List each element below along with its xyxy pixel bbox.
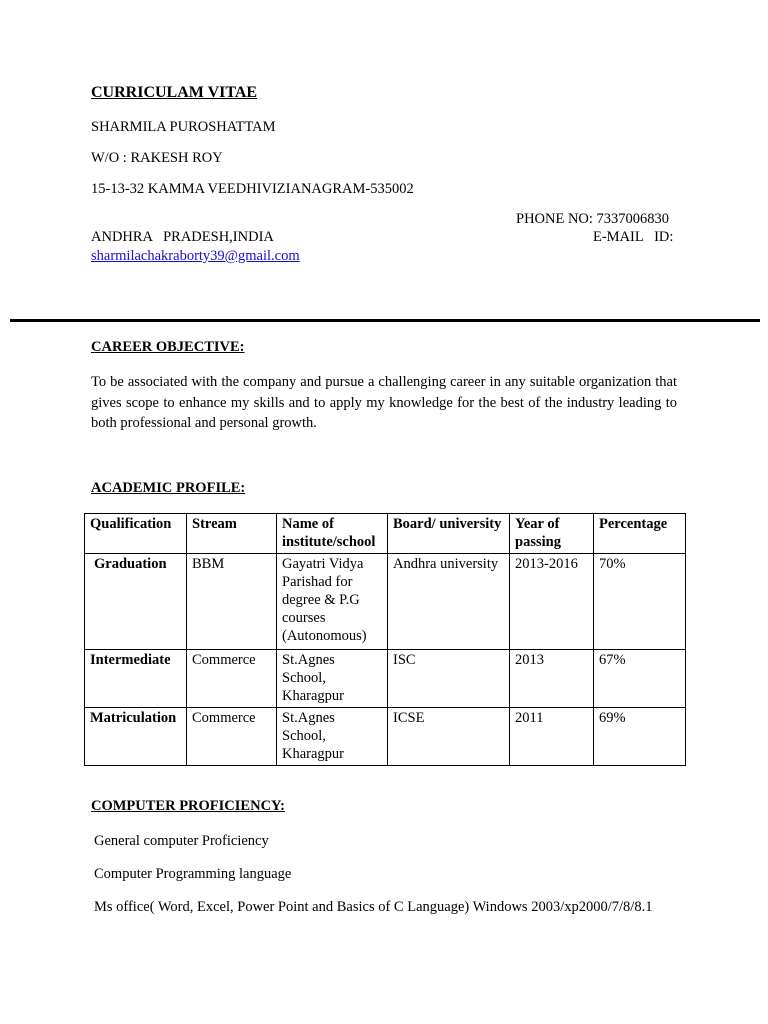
column-header: Qualification bbox=[85, 514, 187, 554]
relation-line: W/O : RAKESH ROY bbox=[91, 150, 223, 166]
year-cell: 2013 bbox=[510, 650, 594, 708]
institute-cell: St.Agnes School, Kharagpur bbox=[277, 650, 388, 708]
phone-number: PHONE NO: 7337006830 bbox=[516, 211, 670, 227]
column-header: Name of institute/school bbox=[277, 514, 388, 554]
document-title: CURRICULAM VITAE bbox=[91, 84, 258, 101]
column-header: Year of passing bbox=[510, 514, 594, 554]
proficiency-item: Ms office( Word, Excel, Power Point and Basics of C Language) Windows 2003/xp2000/7/8/8.1 bbox=[94, 899, 653, 915]
proficiency-item: General computer Proficiency bbox=[94, 833, 269, 849]
computer-proficiency-heading: COMPUTER PROFICIENCY: bbox=[91, 798, 286, 814]
column-header: Stream bbox=[187, 514, 277, 554]
percentage-cell: 67% bbox=[594, 650, 686, 708]
column-header: Percentage bbox=[594, 514, 686, 554]
percentage-cell: 70% bbox=[594, 554, 686, 650]
stream-cell: Commerce bbox=[187, 650, 277, 708]
qualification-cell: Graduation bbox=[85, 554, 187, 650]
email-link[interactable]: sharmilachakraborty39@gmail.com bbox=[91, 248, 300, 264]
career-objective-text: To be associated with the company and pursue a challenging career in any suitable organization that gives scope to enhance my skills and to apply my knowledge for the best of the industry leading to both professional and personal growth. bbox=[91, 374, 677, 431]
proficiency-item: Computer Programming language bbox=[94, 866, 292, 882]
academic-table bbox=[84, 513, 686, 766]
year-cell: 2011 bbox=[510, 708, 594, 766]
stream-cell: Commerce bbox=[187, 708, 277, 766]
column-header: Board/ university bbox=[388, 514, 510, 554]
institute-cell: St.Agnes School, Kharagpur bbox=[277, 708, 388, 766]
qualification-cell: Matriculation bbox=[85, 708, 187, 766]
address-line: 15-13-32 KAMMA VEEDHIVIZIANAGRAM-535002 bbox=[91, 181, 414, 197]
board-cell: ICSE bbox=[388, 708, 510, 766]
board-cell: Andhra university bbox=[388, 554, 510, 650]
stream-cell: BBM bbox=[187, 554, 277, 650]
percentage-cell: 69% bbox=[594, 708, 686, 766]
career-objective-heading: CAREER OBJECTIVE: bbox=[91, 339, 245, 355]
table-header-row bbox=[85, 514, 686, 554]
table-row bbox=[85, 708, 686, 766]
institute-cell: Gayatri Vidya Parishad for degree & P.G courses (Autonomous) bbox=[277, 554, 388, 650]
table-row bbox=[85, 554, 686, 650]
year-cell: 2013-2016 bbox=[510, 554, 594, 650]
email-label: E-MAIL ID: bbox=[593, 229, 674, 245]
table-row bbox=[85, 650, 686, 708]
academic-profile-heading: ACADEMIC PROFILE: bbox=[91, 480, 246, 496]
section-divider bbox=[10, 319, 760, 322]
board-cell: ISC bbox=[388, 650, 510, 708]
state-country: ANDHRA PRADESH,INDIA bbox=[91, 229, 274, 245]
qualification-cell: Intermediate bbox=[85, 650, 187, 708]
candidate-name: SHARMILA PUROSHATTAM bbox=[91, 119, 276, 135]
